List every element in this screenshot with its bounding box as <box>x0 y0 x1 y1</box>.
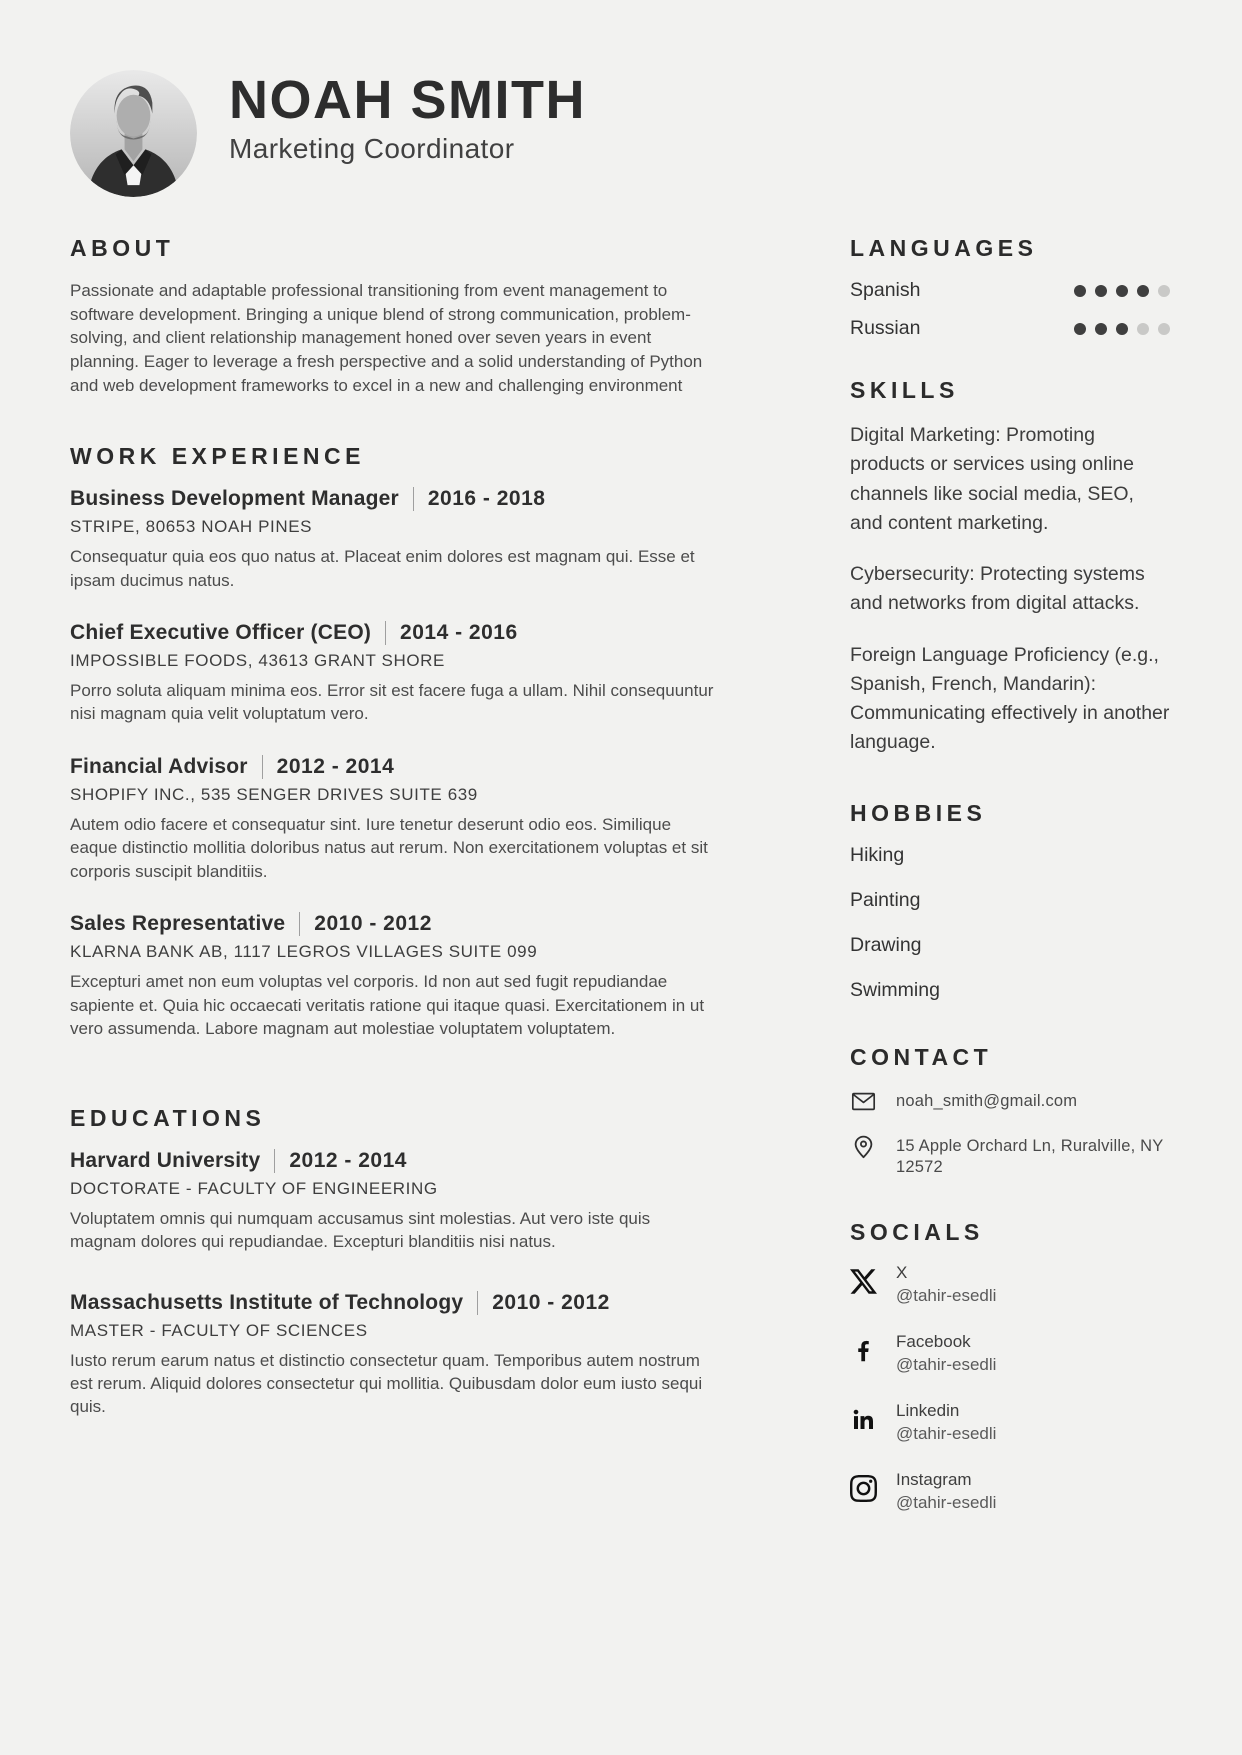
school-name: Massachusetts Institute of Technology <box>70 1290 464 1314</box>
job-dates: 2012 - 2014 <box>276 754 395 778</box>
job-dates: 2016 - 2018 <box>427 487 546 511</box>
job-description: Excepturi amet non eum voluptas vel corporis. Id non aut sed fugit repudiandae sapiente et. Quia hic occaecati veritatis ratione qui itaque quasi. Exercitationem in ut vero assumenda. Labore magnam aut molestiae voluptatem voluptatem. <box>70 972 705 1039</box>
school-degree: MASTER - FACULTY OF SCIENCES <box>70 1320 368 1340</box>
social-platform: X <box>896 1263 908 1283</box>
work-experience-section <box>70 443 715 1041</box>
skill-item: Foreign Language Proficiency (e.g., Spanish, French, Mandarin): Communicating effectively in another language. <box>850 643 1170 754</box>
language-name: Russian <box>850 317 921 339</box>
job-description: Autem odio facere et consequatur sint. Iure tenetur deserunt odio eos. Similique eaque distinctio mollitia doloribus natus aut rerum. Non exercitationem voluptas et sit corporis suscipit blanditiis. <box>70 814 708 881</box>
skills-section <box>850 377 1170 758</box>
contact-email-row <box>850 1088 1170 1115</box>
education-entry <box>70 1149 715 1254</box>
contact-section <box>850 1044 1170 1180</box>
job-company: KLARNA BANK AB, 1117 LEGROS VILLAGES SUITE 099 <box>70 942 538 962</box>
school-dates: 2010 - 2012 <box>492 1290 610 1314</box>
title-date-divider <box>477 1291 478 1315</box>
social-row-linkedin <box>850 1401 1170 1444</box>
resume-header <box>70 70 1172 197</box>
social-platform: Facebook <box>896 1332 971 1352</box>
facebook-icon <box>850 1337 877 1364</box>
language-level-dots <box>1074 285 1170 297</box>
job-dates: 2010 - 2012 <box>314 912 432 936</box>
hobby-item: Swimming <box>850 978 940 1001</box>
hobbies-heading: HOBBIES <box>850 799 987 826</box>
linkedin-icon <box>850 1406 877 1433</box>
social-handle: @tahir-esedli <box>896 1286 997 1306</box>
job-entry <box>70 755 715 883</box>
hobbies-section <box>850 800 1170 1002</box>
contact-address-row <box>850 1133 1170 1180</box>
title-date-divider <box>274 1149 275 1173</box>
school-description: Iusto rerum earum natus et distinctio consectetur quam. Temporibus autem nostrum est rerum. Aliquid dolores consectetur qui mollitia. Quibusdam dolor eum iusto sequi quis. <box>70 1350 703 1417</box>
skill-item: Cybersecurity: Protecting systems and networks from digital attacks. <box>850 563 1145 615</box>
job-entry <box>70 912 715 1040</box>
education-section <box>70 1105 715 1419</box>
social-platform: Instagram <box>896 1470 972 1490</box>
header-text <box>229 70 586 165</box>
about-heading: ABOUT <box>70 235 175 261</box>
social-handle: @tahir-esedli <box>896 1355 997 1375</box>
left-column <box>70 235 715 1539</box>
title-date-divider <box>413 487 414 511</box>
hobby-item: Painting <box>850 888 921 911</box>
job-dates: 2014 - 2016 <box>400 621 518 645</box>
location-pin-icon <box>850 1133 877 1160</box>
title-date-divider <box>299 912 300 936</box>
job-title: Chief Executive Officer (CEO) <box>70 621 372 645</box>
title-date-divider <box>262 755 263 779</box>
job-title: Financial Advisor <box>70 754 248 778</box>
person-name: NOAH SMITH <box>229 70 586 130</box>
job-description: Consequatur quia eos quo natus at. Placeat enim dolores est magnam qui. Esse et ipsam ducimus natus. <box>70 547 695 590</box>
languages-heading: LANGUAGES <box>850 235 1038 261</box>
contact-heading: CONTACT <box>850 1043 993 1070</box>
postal-address: 15 Apple Orchard Ln, Ruralville, NY 12572 <box>896 1136 1164 1177</box>
language-level-dots <box>1074 323 1170 335</box>
skill-item: Digital Marketing: Promoting products or services using online channels like social media, SEO, and content marketing. <box>850 424 1134 534</box>
social-row-x <box>850 1263 1170 1306</box>
job-entry <box>70 621 715 726</box>
hobby-item: Drawing <box>850 933 922 956</box>
portrait-photo <box>70 70 197 197</box>
job-title: Business Development Manager <box>70 487 399 511</box>
x-icon <box>850 1268 877 1295</box>
about-text: Passionate and adaptable professional transitioning from event management to software development. Bringing a unique blend of strong communication, problem-solving, and client relationship management honed over seven years in event planning. Eager to leverage a fresh perspective and a solid understanding of Python and web development frameworks to excel in a new and challenging environment <box>70 281 703 395</box>
job-entry <box>70 487 715 592</box>
about-section <box>70 235 715 397</box>
job-title: Sales Representative <box>70 912 286 936</box>
languages-section <box>850 235 1170 340</box>
job-company: SHOPIFY INC., 535 SENGER DRIVES SUITE 639 <box>70 784 478 804</box>
social-row-instagram <box>850 1470 1170 1513</box>
school-description: Voluptatem omnis qui numquam accusamus sint molestias. Aut vero iste quis magnam dolores qui repudiandae. Excepturi blanditiis nisi natus. <box>70 1208 651 1252</box>
education-heading: EDUCATIONS <box>70 1104 266 1131</box>
instagram-icon <box>850 1475 877 1502</box>
avatar <box>70 70 197 197</box>
social-platform: Linkedin <box>896 1401 960 1421</box>
skills-heading: SKILLS <box>850 377 959 403</box>
job-company: IMPOSSIBLE FOODS, 43613 GRANT SHORE <box>70 651 445 671</box>
person-job-title: Marketing Coordinator <box>229 132 515 164</box>
language-name: Spanish <box>850 279 921 301</box>
socials-heading: SOCIALS <box>850 1219 984 1246</box>
envelope-icon <box>850 1088 877 1115</box>
education-entry <box>70 1291 715 1419</box>
language-row <box>850 317 1170 340</box>
school-degree: DOCTORATE - FACULTY OF ENGINEERING <box>70 1178 438 1198</box>
hobby-item: Hiking <box>850 843 905 866</box>
job-description: Porro soluta aliquam minima eos. Error sit est facere fuga a ullam. Nihil consequuntur nisi magnam quia velit voluptatum vero. <box>70 681 714 724</box>
email-address: noah_smith@gmail.com <box>896 1091 1078 1110</box>
job-company: STRIPE, 80653 NOAH PINES <box>70 517 313 537</box>
school-name: Harvard University <box>70 1148 261 1172</box>
title-date-divider <box>385 621 386 645</box>
socials-section <box>850 1219 1170 1513</box>
school-dates: 2012 - 2014 <box>289 1148 407 1172</box>
work-experience-heading: WORK EXPERIENCE <box>70 443 365 470</box>
content-columns <box>70 235 1172 1539</box>
social-handle: @tahir-esedli <box>896 1493 997 1513</box>
social-row-facebook <box>850 1332 1170 1375</box>
language-row <box>850 279 1170 302</box>
right-column <box>850 235 1170 1539</box>
social-handle: @tahir-esedli <box>896 1424 997 1444</box>
